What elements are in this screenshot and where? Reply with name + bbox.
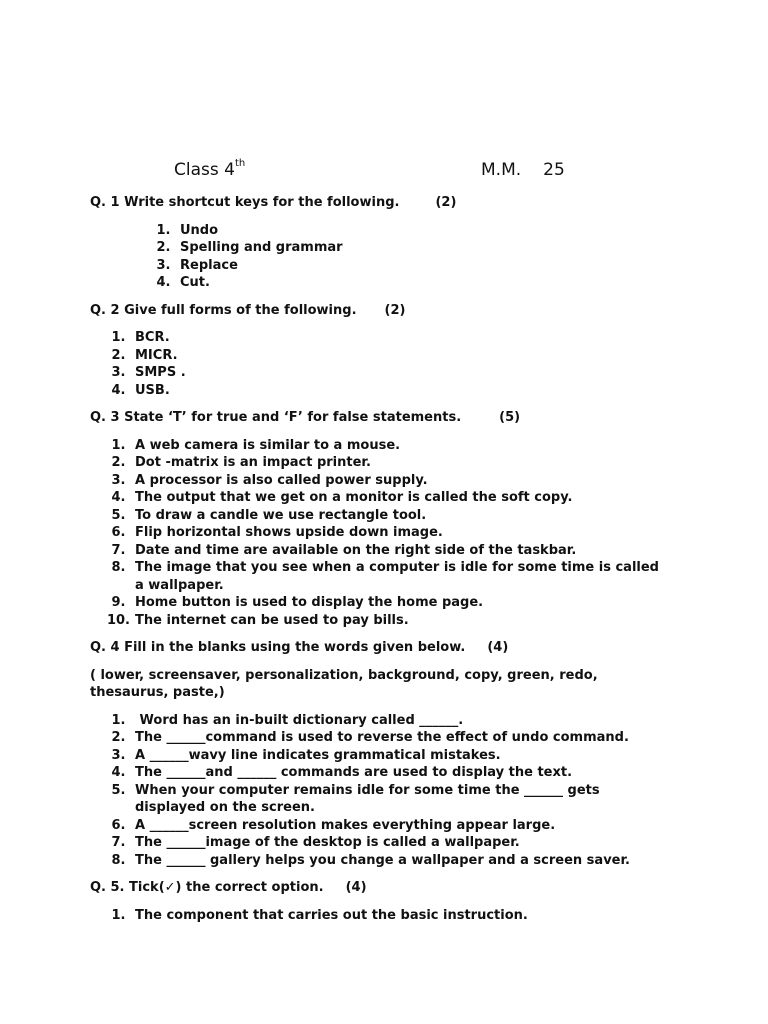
list-item: 3. Replace — [156, 257, 238, 273]
list-item: 1. BCR. — [111, 330, 170, 345]
list-item: 8. The ______ gallery helps you change a wallpaper and a screen saver. — [111, 852, 630, 868]
list-item: 2. MICR. — [111, 347, 178, 363]
class-heading — [174, 160, 245, 180]
max-marks-label: M.M. — [481, 160, 522, 180]
question-marks: (2) — [435, 195, 457, 210]
list-item: 1. The component that carries out the basic instruction. — [111, 907, 528, 923]
list-item: 6. Flip horizontal shows upside down image. — [111, 525, 443, 540]
list-item: 2. Spelling and grammar — [156, 240, 343, 255]
question-title: Q. 2 Give full forms of the following. — [90, 302, 357, 318]
question-3-heading — [90, 409, 670, 427]
question-marks: (4) — [487, 640, 509, 655]
list-item: 9. Home button is used to display the home page. — [111, 595, 484, 610]
list-item: 1. Undo — [156, 222, 219, 238]
list-item: 7. The ______image of the desktop is called a wallpaper. — [111, 835, 520, 850]
question-marks: (5) — [499, 410, 521, 425]
question-title: Q. 5. Tick(✓) the correct option. — [90, 880, 324, 895]
question-title: Q. 1 Write shortcut keys for the following. — [90, 195, 400, 210]
list-item: 2. The ______command is used to reverse the effect of undo command. — [111, 730, 629, 745]
list-item: 4. Cut. — [156, 275, 210, 290]
max-marks-heading — [481, 160, 565, 180]
list-item: 1. A web camera is similar to a mouse. — [111, 437, 401, 453]
list-item: 10. The internet can be used to pay bills. — [106, 612, 409, 628]
list-item: 4. USB. — [111, 382, 170, 398]
list-item: 5. To draw a candle we use rectangle tool. — [111, 507, 427, 523]
list-item: 2. Dot -matrix is an impact printer. — [111, 455, 371, 470]
question-5-heading — [90, 879, 670, 897]
list-item: 7. Date and time are available on the right side of the taskbar. — [111, 542, 577, 558]
question-1-list — [90, 222, 670, 292]
question-2-list — [90, 329, 670, 399]
question-3-list — [90, 437, 670, 630]
list-item: 5. When your computer remains idle for some time the ______ gets displayed on the screen. — [111, 782, 600, 815]
list-item: 1. Word has an in-built dictionary called ______. — [111, 712, 464, 728]
question-title: Q. 4 Fill in the blanks using the words given below. — [90, 640, 466, 655]
list-item: 3. A ______wavy line indicates grammatical mistakes. — [111, 747, 501, 763]
max-marks-value: 25 — [543, 160, 565, 180]
list-item: 3. A processor is also called power supply. — [111, 472, 428, 488]
class-text: Class 4 — [174, 160, 235, 180]
questions-container — [90, 194, 670, 934]
list-item: 6. A ______screen resolution makes everything appear large. — [111, 817, 556, 833]
question-4-heading — [90, 639, 670, 657]
class-superscript: th — [234, 158, 246, 169]
question-marks: (4) — [345, 880, 367, 895]
list-item: 4. The ______and ______ commands are used to display the text. — [111, 765, 573, 780]
question-4-list — [90, 712, 670, 870]
question-5-list — [90, 907, 670, 925]
question-2-heading — [90, 302, 670, 320]
word-bank: ( lower, screensaver, personalization, background, copy, green, redo, thesaurus, paste,) — [90, 667, 598, 700]
list-item: 3. SMPS . — [111, 365, 186, 380]
question-marks: (2) — [384, 302, 406, 318]
question-title: Q. 3 State ‘T’ for true and ‘F’ for false statements. — [90, 410, 462, 425]
list-item: 4. The output that we get on a monitor is called the soft copy. — [111, 490, 573, 505]
list-item: 8. The image that you see when a computer is idle for some time is called a wallpaper. — [111, 560, 659, 593]
question-1-heading — [90, 194, 670, 212]
